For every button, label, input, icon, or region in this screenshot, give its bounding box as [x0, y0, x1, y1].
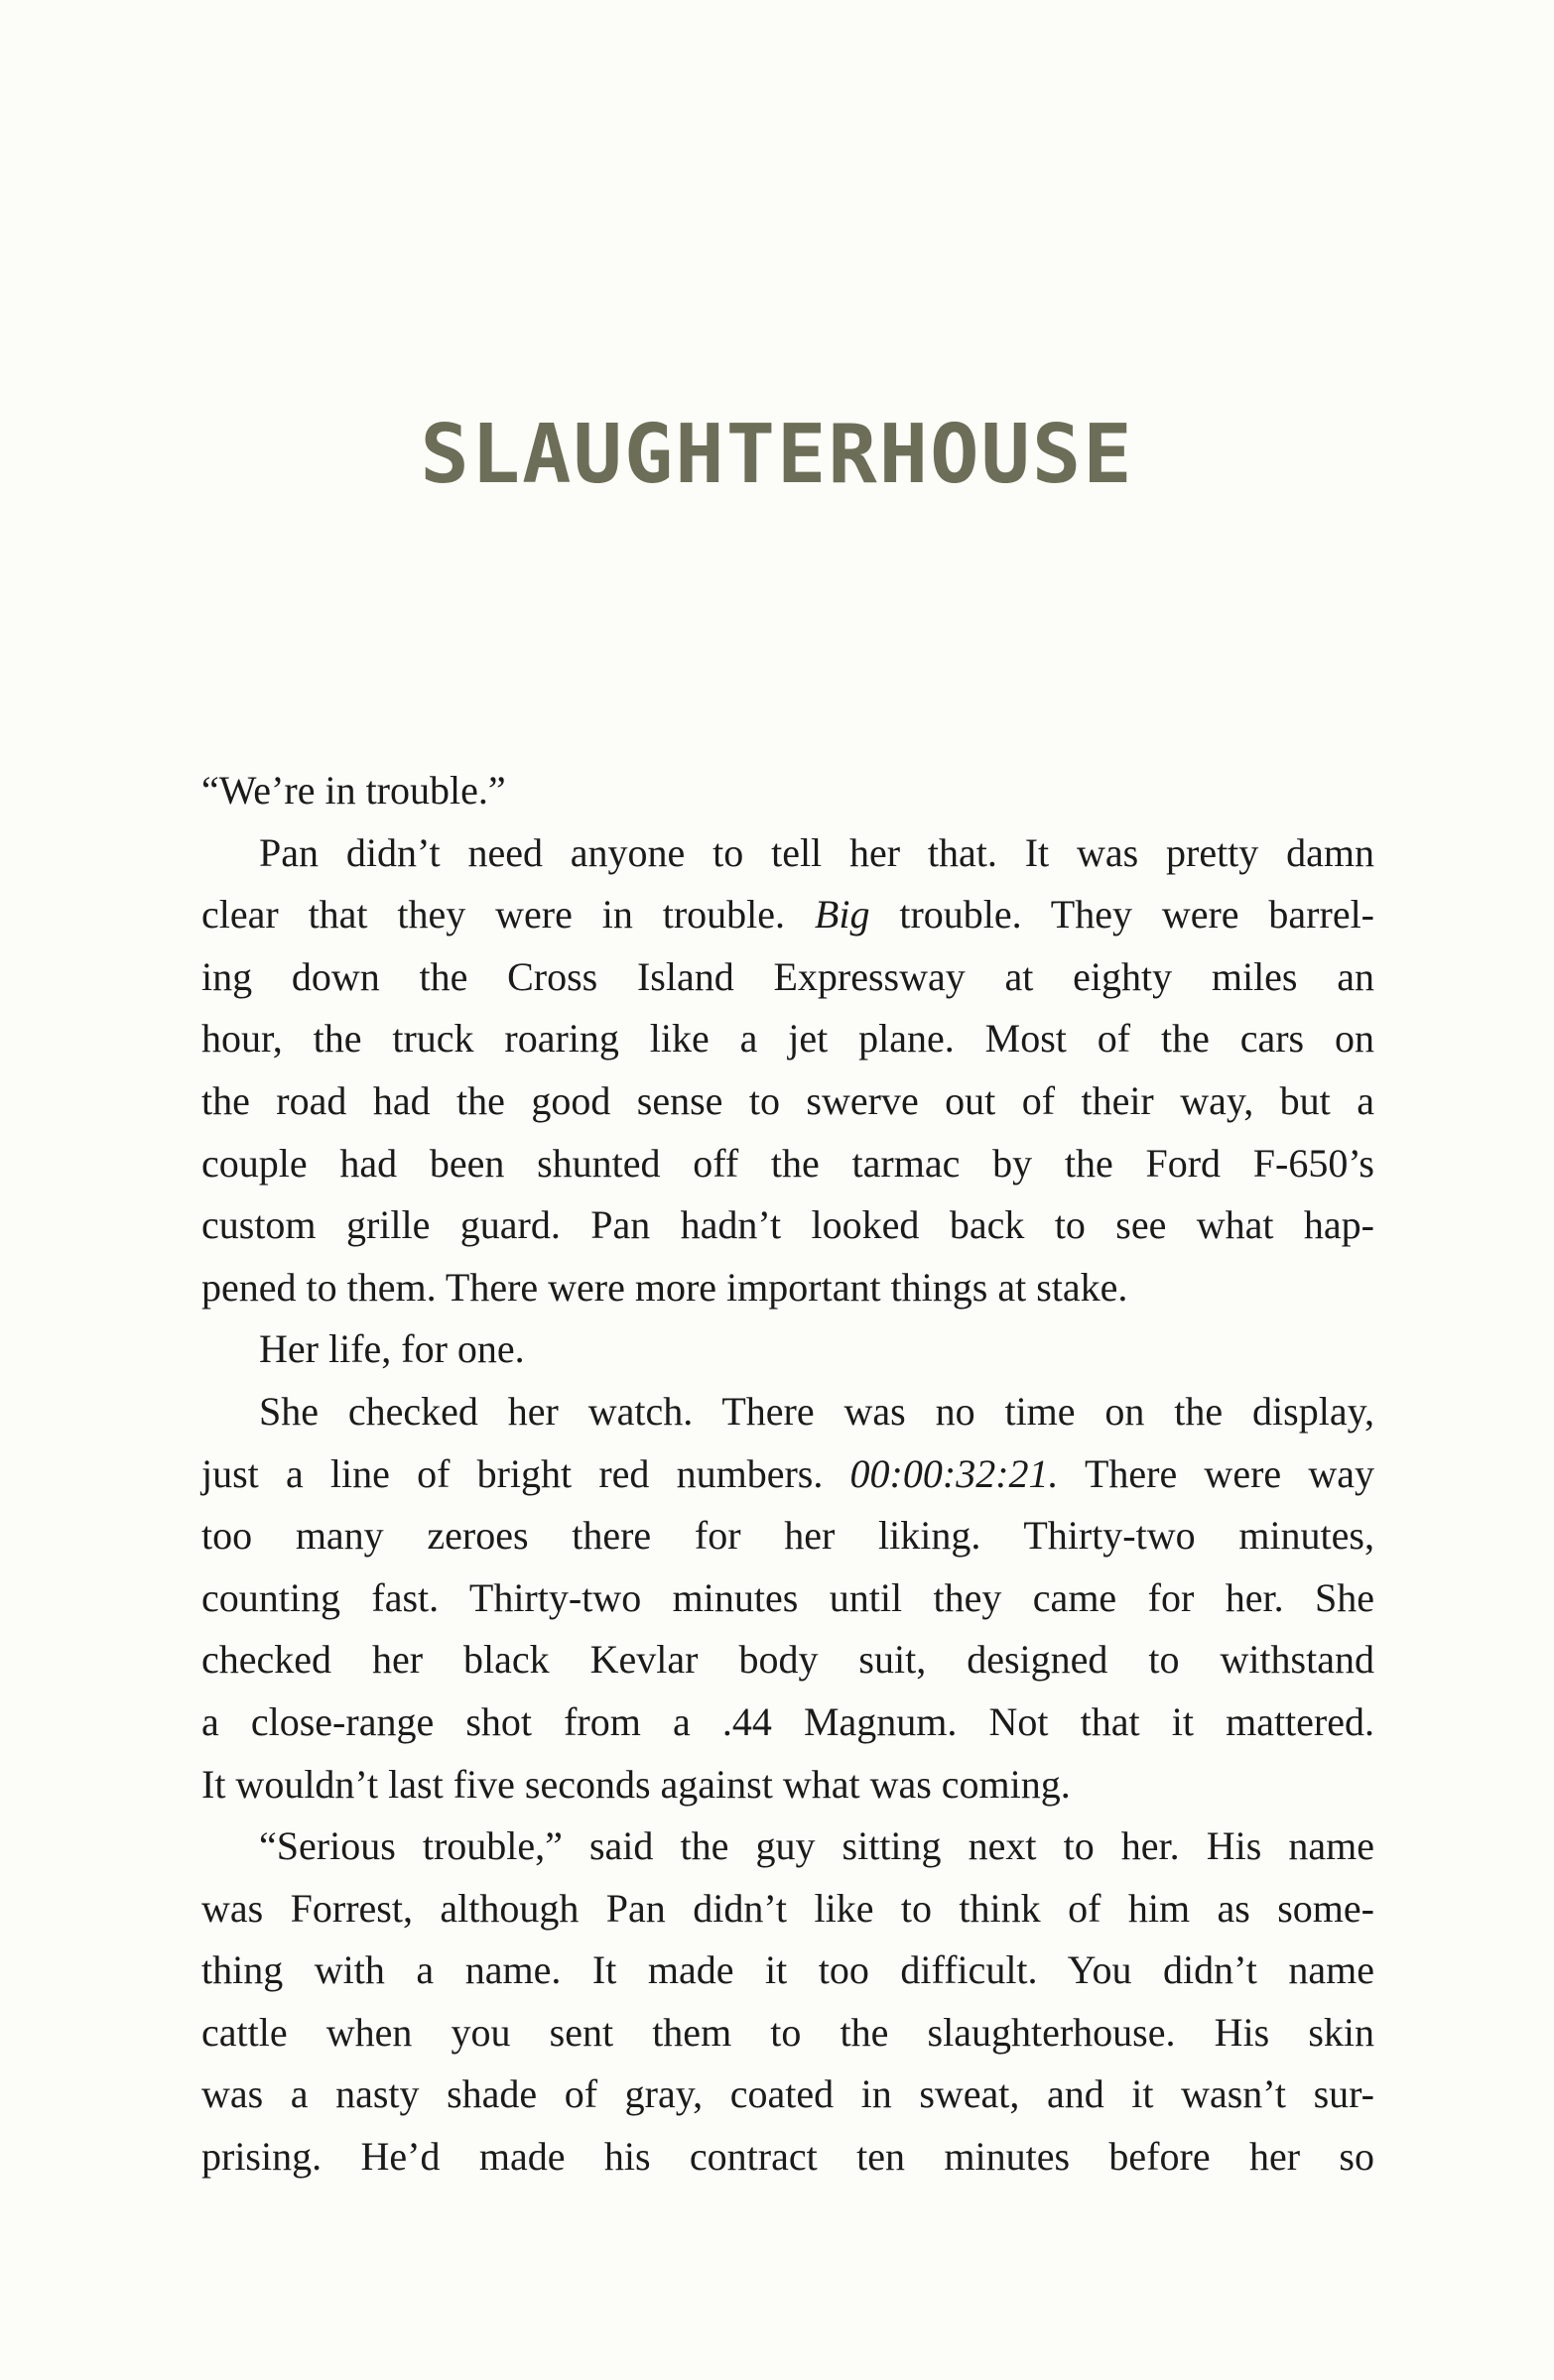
text-line: couple had been shunted off the tarmac by the Ford F-650’s [201, 1140, 1374, 1186]
text-line: She checked her watch. There was no time on the display, [259, 1388, 1374, 1434]
text-line: “We’re in trouble.” [201, 768, 506, 813]
text-line: custom grille guard. Pan hadn’t looked back to see what hap- [201, 1202, 1374, 1248]
text-line: Her life, for one. [259, 1326, 525, 1372]
text-line: hour, the truck roaring like a jet plane. Most of the cars on [201, 1016, 1374, 1062]
italic-text: 00:00:32:21. [849, 1450, 1059, 1496]
text-line: counting fast. Thirty-two minutes until they came for her. She [201, 1574, 1374, 1620]
chapter-title: SLAUGHTERHOUSE [420, 408, 1134, 502]
text-line [201, 1443, 1374, 1506]
text-run: trouble. They were barrel- [869, 892, 1375, 938]
text-line: too many zeroes there for her liking. Thirty-two minutes, [201, 1513, 1374, 1559]
text-line: cattle when you sent them to the slaughterhouse. His skin [201, 2009, 1374, 2055]
text-line: It wouldn’t last five seconds against what was coming. [201, 1761, 1071, 1807]
text-line: pened to them. There were more important things at stake. [201, 1264, 1128, 1310]
text-line: the road had the good sense to swerve out of their way, but a [201, 1077, 1374, 1123]
text-line: was Forrest, although Pan didn’t like to think of him as some- [201, 1885, 1374, 1931]
text-line: prising. He’d made his contract ten minutes before her so [201, 2134, 1374, 2180]
text-run: There were way [1058, 1450, 1374, 1496]
body-text [201, 760, 1374, 2189]
text-line: Pan didn’t need anyone to tell her that. It was pretty damn [259, 829, 1374, 875]
text-line: “Serious trouble,” said the guy sitting next to her. His name [259, 1823, 1374, 1869]
text-line: thing with a name. It made it too difficult. You didn’t name [201, 1947, 1374, 1993]
italic-text: Big [814, 892, 870, 938]
text-run: just a line of bright red numbers. [201, 1450, 850, 1496]
text-line: was a nasty shade of gray, coated in sweat, and it wasn’t sur- [201, 2071, 1374, 2117]
text-line: checked her black Kevlar body suit, designed to withstand [201, 1637, 1374, 1683]
text-run: clear that they were in trouble. [201, 892, 815, 938]
text-line [201, 884, 1374, 946]
text-line: a close-range shot from a .44 Magnum. Not that it mattered. [201, 1698, 1374, 1744]
text-line: ing down the Cross Island Expressway at eighty miles an [201, 953, 1374, 999]
